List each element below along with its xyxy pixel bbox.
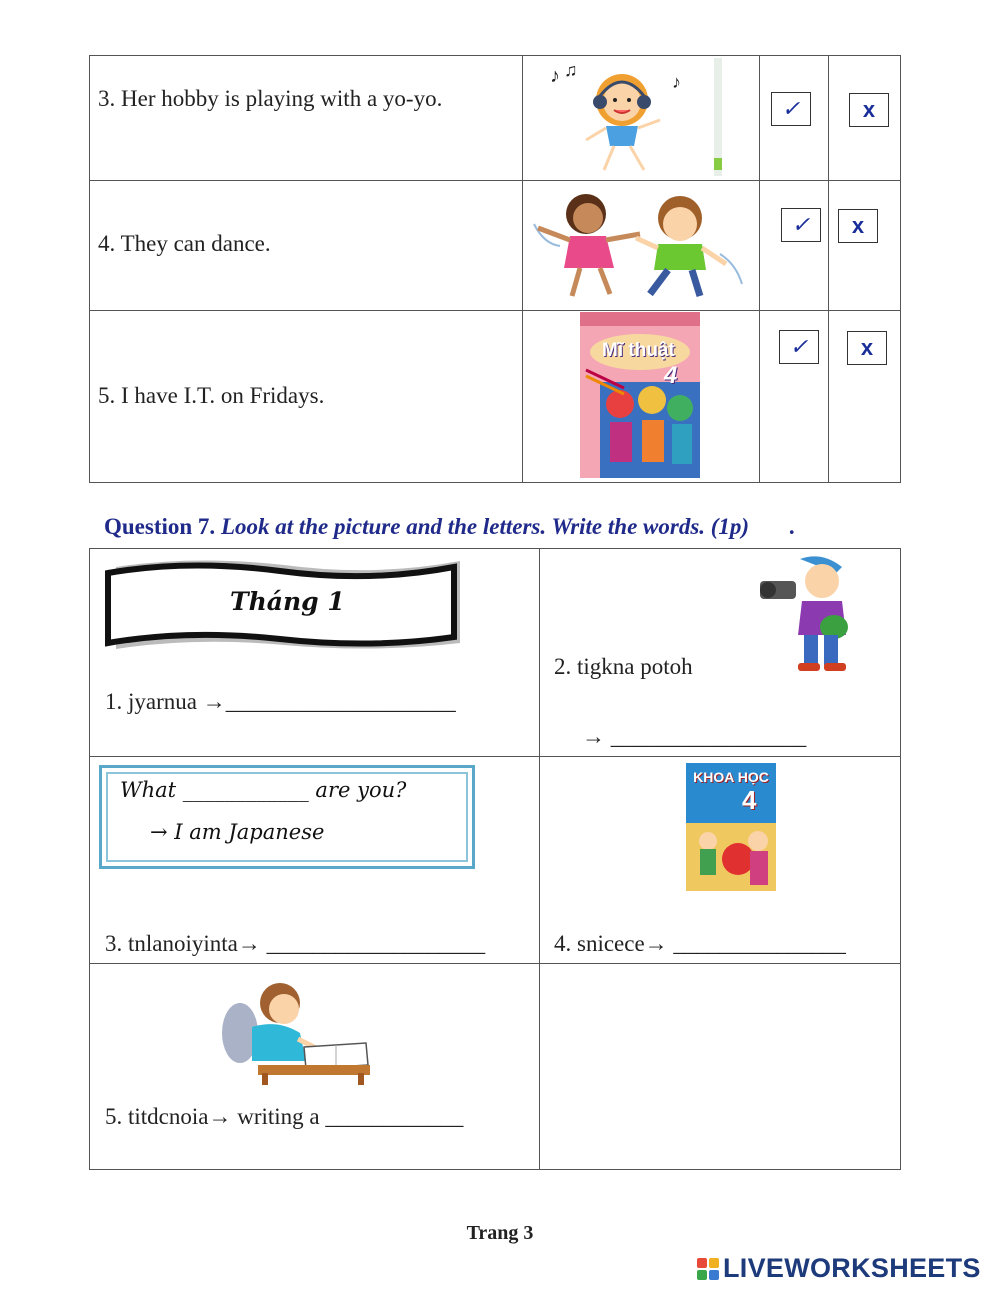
question-instruction: Look at the picture and the letters. Write the words. (1p) xyxy=(220,514,750,539)
word-scramble-table xyxy=(89,548,901,1170)
cross-box-3[interactable]: x xyxy=(849,93,889,127)
liveworksheets-logo-icon xyxy=(697,1258,719,1280)
banner-month-text: Tháng 1 xyxy=(230,587,345,616)
item-5-prompt[interactable]: 5. titdcnoia→ writing a ____________ xyxy=(105,1104,464,1129)
tick-box-5[interactable]: ✓ xyxy=(779,330,819,364)
art-book-number: 4 xyxy=(664,362,678,389)
liveworksheets-brand-text: LIVEWORKSHEETS xyxy=(723,1253,981,1283)
cross-box-4[interactable]: x xyxy=(838,209,878,243)
item-4-prompt[interactable]: 4. snicece→ _______________ xyxy=(554,931,846,956)
column-divider xyxy=(759,56,760,482)
tick-box-4[interactable]: ✓ xyxy=(781,208,821,242)
science-book-title: KHOA HỌC xyxy=(693,769,769,785)
question-number: Question 7. xyxy=(104,514,216,539)
true-false-table xyxy=(89,55,901,483)
science-book-number: 4 xyxy=(742,785,757,815)
row-divider xyxy=(90,756,900,757)
boy-writing-image xyxy=(218,977,370,1085)
card-answer-text: → I am Japanese xyxy=(150,820,325,844)
row-divider xyxy=(90,310,900,311)
girl-with-headphones-image xyxy=(542,58,732,176)
svg-text:♪: ♪ xyxy=(550,65,560,87)
art-textbook-cover-image xyxy=(580,312,700,478)
column-divider xyxy=(828,56,829,482)
tick-box-3[interactable]: ✓ xyxy=(771,92,811,126)
question-7-heading xyxy=(104,514,795,540)
page-number: Trang 3 xyxy=(466,1222,534,1244)
nationality-card xyxy=(99,765,475,869)
science-textbook-cover-image xyxy=(686,763,776,891)
item-1-prompt[interactable]: 1. jyarnua →____________________ xyxy=(105,689,456,714)
row-divider xyxy=(90,963,900,964)
cross-box-5[interactable]: x xyxy=(847,331,887,365)
column-divider xyxy=(539,549,540,1169)
card-question-text: What ____________ are you? xyxy=(120,778,407,802)
column-divider xyxy=(522,56,523,482)
svg-text:♫: ♫ xyxy=(564,60,578,80)
item-2-answer-line[interactable]: → _________________ xyxy=(582,724,807,749)
art-book-title: Mĩ thuật xyxy=(602,340,675,361)
liveworksheets-logo xyxy=(697,1253,981,1284)
row-divider xyxy=(90,180,900,181)
dancing-children-image xyxy=(530,184,748,302)
boy-taking-photo-image xyxy=(752,553,862,677)
month-banner-image xyxy=(104,553,466,657)
item-3-prompt[interactable]: 3. tnlanoiyinta→ ___________________ xyxy=(105,931,486,956)
item-2-prompt: 2. tigkna potoh xyxy=(554,654,693,679)
statement-5: 5. I have I.T. on Fridays. xyxy=(98,383,325,408)
question-trailing-dot: . xyxy=(788,514,795,539)
svg-text:♪: ♪ xyxy=(672,72,681,92)
statement-4: 4. They can dance. xyxy=(98,231,271,256)
statement-3: 3. Her hobby is playing with a yo-yo. xyxy=(98,86,443,111)
